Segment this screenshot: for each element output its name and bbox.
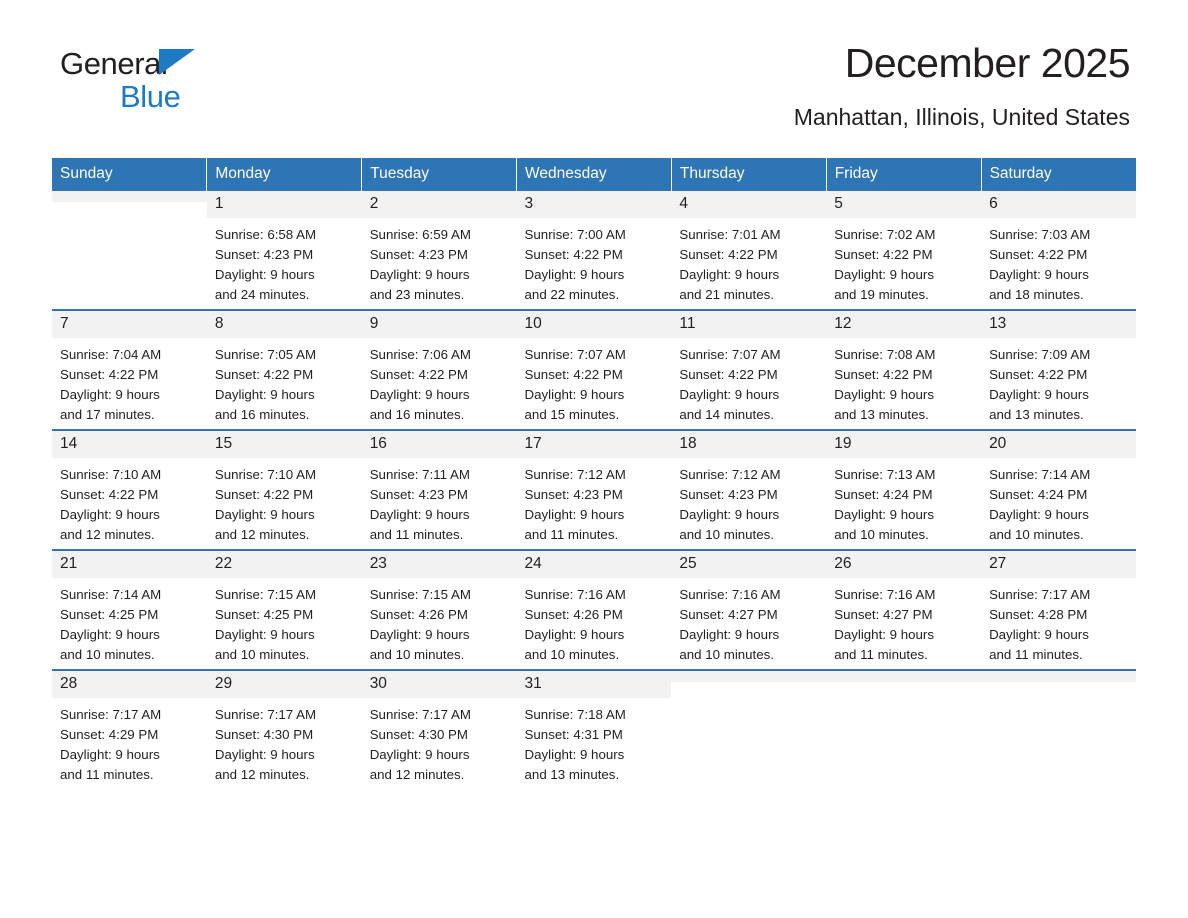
day-details — [671, 458, 826, 545]
day-cell-inner — [52, 671, 207, 789]
day-number: 11 — [671, 311, 826, 338]
day-details — [362, 698, 517, 785]
calendar-day-cell[interactable] — [671, 310, 826, 430]
day-detail-line: Sunset: 4:25 PM — [60, 607, 159, 623]
day-detail-line: Sunset: 4:27 PM — [679, 607, 778, 623]
day-number: 3 — [517, 191, 672, 218]
day-detail-line: Sunset: 4:30 PM — [369, 727, 468, 743]
day-detail-line: Sunset: 4:22 PM — [989, 367, 1088, 383]
day-detail-line: Daylight: 9 hours — [369, 267, 470, 283]
day-cell-inner — [517, 191, 672, 309]
day-detail-line: Daylight: 9 hours — [60, 627, 160, 643]
day-number: 6 — [981, 191, 1136, 218]
day-detail-line: Daylight: 9 hours — [989, 507, 1089, 523]
day-detail-line: and 19 minutes. — [834, 287, 929, 303]
calendar-empty-cell — [826, 670, 981, 789]
day-detail-line: Daylight: 9 hours — [214, 387, 315, 403]
day-details — [207, 578, 362, 665]
day-detail-line: Daylight: 9 hours — [989, 267, 1089, 283]
day-cell-inner — [207, 671, 362, 789]
calendar-day-cell[interactable] — [52, 310, 207, 430]
calendar-day-cell[interactable] — [517, 670, 672, 789]
calendar-week-row — [52, 191, 1136, 310]
day-detail-line: and 13 minutes. — [989, 407, 1084, 423]
day-detail-line: Daylight: 9 hours — [214, 747, 315, 763]
day-details — [207, 218, 362, 305]
day-number: 23 — [362, 551, 517, 578]
day-number: 10 — [517, 311, 672, 338]
day-number: 12 — [826, 311, 981, 338]
day-detail-line: Sunset: 4:22 PM — [60, 487, 159, 503]
day-detail-line: Sunset: 4:22 PM — [679, 247, 778, 263]
day-detail-line: Daylight: 9 hours — [524, 267, 625, 283]
calendar-day-cell[interactable] — [207, 430, 362, 550]
calendar-week-row — [52, 430, 1136, 550]
calendar-week-row — [52, 670, 1136, 789]
day-detail-line: Sunset: 4:23 PM — [369, 487, 468, 503]
day-detail-line: Sunset: 4:22 PM — [524, 247, 623, 263]
calendar-day-cell[interactable] — [981, 310, 1136, 430]
day-detail-line: Sunset: 4:30 PM — [214, 727, 314, 743]
day-detail-line: and 24 minutes. — [214, 287, 310, 303]
day-number: 16 — [362, 431, 517, 458]
day-details — [362, 458, 517, 545]
day-detail-line: Sunset: 4:26 PM — [369, 607, 468, 623]
day-number: 7 — [52, 311, 207, 338]
day-detail-line: Sunrise: 7:14 AM — [989, 467, 1091, 483]
day-detail-line: Sunrise: 7:04 AM — [60, 347, 162, 363]
day-cell-inner — [207, 311, 362, 429]
calendar-day-cell[interactable] — [362, 191, 517, 310]
day-detail-line: and 10 minutes. — [524, 647, 620, 663]
day-details — [826, 458, 981, 545]
calendar-day-cell[interactable] — [981, 191, 1136, 310]
day-cell-inner — [826, 671, 981, 789]
day-detail-line: Sunset: 4:22 PM — [214, 487, 314, 503]
day-cell-inner — [826, 551, 981, 669]
day-detail-line: and 12 minutes. — [60, 527, 155, 543]
day-cell-inner — [517, 671, 672, 789]
day-detail-line: and 22 minutes. — [524, 287, 620, 303]
calendar-day-cell[interactable] — [517, 550, 672, 670]
page-title: December 2025 — [844, 40, 1130, 86]
day-detail-line: Daylight: 9 hours — [679, 507, 780, 523]
day-detail-line: Sunset: 4:27 PM — [834, 607, 933, 623]
day-number: 25 — [671, 551, 826, 578]
day-detail-line: and 11 minutes. — [369, 527, 464, 543]
day-detail-line: Daylight: 9 hours — [524, 627, 625, 643]
day-number: 8 — [207, 311, 362, 338]
day-detail-line: Daylight: 9 hours — [214, 627, 315, 643]
day-detail-line: Daylight: 9 hours — [679, 387, 780, 403]
day-detail-line: Sunrise: 7:01 AM — [679, 227, 781, 243]
day-cell-inner — [52, 311, 207, 429]
day-detail-line: Sunset: 4:23 PM — [524, 487, 623, 503]
calendar-day-cell[interactable] — [671, 550, 826, 670]
day-detail-line: Sunrise: 7:11 AM — [369, 467, 470, 483]
day-number: 22 — [207, 551, 362, 578]
calendar-empty-cell — [671, 670, 826, 789]
day-detail-line: Daylight: 9 hours — [524, 387, 625, 403]
day-detail-line: Sunset: 4:23 PM — [679, 487, 778, 503]
day-details — [517, 338, 672, 425]
day-cell-inner — [362, 551, 517, 669]
calendar-day-cell[interactable] — [207, 310, 362, 430]
day-detail-line: Sunset: 4:26 PM — [524, 607, 623, 623]
day-detail-line: Sunset: 4:24 PM — [989, 487, 1088, 503]
day-details — [981, 338, 1136, 425]
calendar-day-cell[interactable] — [826, 191, 981, 310]
day-number: 27 — [981, 551, 1136, 578]
calendar-day-cell[interactable] — [517, 430, 672, 550]
day-detail-line: Daylight: 9 hours — [60, 747, 160, 763]
location-subtitle: Manhattan, Illinois, United States — [793, 104, 1130, 130]
day-detail-line: Daylight: 9 hours — [369, 507, 470, 523]
day-detail-line: and 12 minutes. — [369, 767, 465, 783]
day-detail-line: Sunset: 4:22 PM — [369, 367, 468, 383]
calendar-day-cell[interactable] — [826, 310, 981, 430]
day-detail-line: Sunrise: 7:13 AM — [834, 467, 936, 483]
day-detail-line: Sunrise: 7:18 AM — [524, 707, 626, 723]
weekday-header-friday: Friday — [826, 158, 981, 191]
day-details — [981, 218, 1136, 305]
day-cell-inner — [207, 551, 362, 669]
day-detail-line: Sunset: 4:22 PM — [679, 367, 778, 383]
calendar-day-cell[interactable] — [362, 430, 517, 550]
day-detail-line: Daylight: 9 hours — [214, 507, 315, 523]
day-detail-line: Sunset: 4:22 PM — [834, 367, 933, 383]
calendar-empty-cell — [981, 670, 1136, 789]
day-detail-line: Sunrise: 7:09 AM — [989, 347, 1091, 363]
day-detail-line: Sunset: 4:31 PM — [524, 727, 623, 743]
day-detail-line: and 13 minutes. — [524, 767, 620, 783]
day-details — [517, 458, 672, 545]
logo-text-general: General — [60, 46, 168, 81]
day-cell-inner — [671, 311, 826, 429]
day-detail-line: Sunrise: 7:16 AM — [679, 587, 781, 603]
day-details — [52, 458, 207, 545]
day-detail-line: Sunrise: 7:16 AM — [524, 587, 626, 603]
day-cell-inner — [52, 191, 207, 309]
day-detail-line: Daylight: 9 hours — [369, 747, 470, 763]
day-number — [52, 191, 207, 202]
calendar-day-cell[interactable] — [981, 550, 1136, 670]
day-cell-inner — [826, 431, 981, 549]
day-details — [52, 698, 207, 785]
calendar-day-cell[interactable] — [362, 550, 517, 670]
day-detail-line: Sunrise: 7:10 AM — [214, 467, 317, 483]
day-detail-line: Sunset: 4:22 PM — [834, 247, 933, 263]
day-number: 18 — [671, 431, 826, 458]
weekday-header-sunday: Sunday — [52, 158, 207, 191]
day-detail-line: Sunrise: 7:03 AM — [989, 227, 1091, 243]
day-number: 5 — [826, 191, 981, 218]
day-detail-line: and 21 minutes. — [679, 287, 774, 303]
day-cell-inner — [981, 551, 1136, 669]
calendar-day-cell[interactable] — [207, 191, 362, 310]
day-details — [362, 578, 517, 665]
day-detail-line: Daylight: 9 hours — [834, 507, 934, 523]
day-detail-line: Daylight: 9 hours — [989, 627, 1089, 643]
day-detail-line: and 23 minutes. — [369, 287, 465, 303]
day-detail-line: and 15 minutes. — [524, 407, 620, 423]
calendar-week-row — [52, 310, 1136, 430]
weekday-header-row — [52, 158, 1136, 191]
calendar-empty-cell — [52, 191, 207, 310]
logo-triangle-icon — [159, 49, 195, 75]
day-detail-line: Sunset: 4:22 PM — [214, 367, 314, 383]
day-detail-line: Sunset: 4:23 PM — [214, 247, 314, 263]
generalblue-logo[interactable] — [60, 48, 320, 112]
day-detail-line: Sunset: 4:22 PM — [989, 247, 1088, 263]
day-detail-line: Sunrise: 7:14 AM — [60, 587, 162, 603]
day-number: 4 — [671, 191, 826, 218]
day-detail-line: Daylight: 9 hours — [834, 267, 934, 283]
weekday-header-saturday: Saturday — [981, 158, 1136, 191]
weekday-header-monday: Monday — [207, 158, 362, 191]
day-cell-inner — [207, 431, 362, 549]
day-number: 2 — [362, 191, 517, 218]
calendar-day-cell[interactable] — [671, 191, 826, 310]
day-cell-inner — [981, 191, 1136, 309]
day-cell-inner — [517, 431, 672, 549]
day-detail-line: and 16 minutes. — [369, 407, 465, 423]
day-detail-line: and 10 minutes. — [679, 527, 774, 543]
day-number: 9 — [362, 311, 517, 338]
day-detail-line: and 17 minutes. — [60, 407, 155, 423]
calendar-day-cell[interactable] — [362, 670, 517, 789]
day-detail-line: Sunrise: 7:07 AM — [524, 347, 626, 363]
calendar-day-cell[interactable] — [52, 430, 207, 550]
day-number: 15 — [207, 431, 362, 458]
day-number — [981, 671, 1136, 682]
day-number: 26 — [826, 551, 981, 578]
calendar-week-row — [52, 550, 1136, 670]
calendar-day-cell[interactable] — [826, 550, 981, 670]
day-details — [52, 578, 207, 665]
day-detail-line: Daylight: 9 hours — [369, 627, 470, 643]
day-detail-line: Daylight: 9 hours — [60, 387, 160, 403]
day-detail-line: Sunset: 4:29 PM — [60, 727, 159, 743]
day-detail-line: and 16 minutes. — [214, 407, 310, 423]
day-detail-line: and 13 minutes. — [834, 407, 929, 423]
day-cell-inner — [517, 311, 672, 429]
day-detail-line: Daylight: 9 hours — [60, 507, 160, 523]
day-detail-line: Sunrise: 7:07 AM — [679, 347, 781, 363]
calendar-day-cell[interactable] — [207, 550, 362, 670]
day-cell-inner — [981, 431, 1136, 549]
day-detail-line: Daylight: 9 hours — [214, 267, 315, 283]
day-number: 13 — [981, 311, 1136, 338]
day-details — [517, 698, 672, 785]
day-detail-line: and 12 minutes. — [214, 767, 310, 783]
day-detail-line: Sunrise: 7:15 AM — [369, 587, 471, 603]
day-detail-line: Sunrise: 7:00 AM — [524, 227, 626, 243]
day-detail-line: Sunrise: 7:05 AM — [214, 347, 317, 363]
day-details — [671, 578, 826, 665]
calendar-day-cell[interactable] — [517, 310, 672, 430]
day-detail-line: Daylight: 9 hours — [834, 627, 934, 643]
weekday-header-thursday: Thursday — [671, 158, 826, 191]
day-details — [362, 338, 517, 425]
day-details — [207, 458, 362, 545]
day-cell-inner — [207, 191, 362, 309]
day-details — [981, 458, 1136, 545]
day-detail-line: Sunrise: 7:17 AM — [369, 707, 471, 723]
calendar-day-cell[interactable] — [671, 430, 826, 550]
day-detail-line: Sunset: 4:24 PM — [834, 487, 933, 503]
day-detail-line: and 18 minutes. — [989, 287, 1084, 303]
day-detail-line: Daylight: 9 hours — [989, 387, 1089, 403]
day-detail-line: Sunrise: 7:02 AM — [834, 227, 936, 243]
day-detail-line: Daylight: 9 hours — [369, 387, 470, 403]
calendar-day-cell[interactable] — [826, 430, 981, 550]
calendar-day-cell[interactable] — [52, 670, 207, 789]
day-cell-inner — [671, 551, 826, 669]
day-detail-line: and 12 minutes. — [214, 527, 310, 543]
day-details — [826, 338, 981, 425]
day-detail-line: and 14 minutes. — [679, 407, 774, 423]
sunrise-sunset-calendar — [52, 158, 1136, 789]
day-cell-inner — [671, 191, 826, 309]
day-details — [517, 578, 672, 665]
day-detail-line: and 11 minutes. — [524, 527, 619, 543]
day-number — [671, 671, 826, 682]
day-details — [981, 578, 1136, 665]
day-number: 29 — [207, 671, 362, 698]
day-number: 14 — [52, 431, 207, 458]
day-detail-line: Sunrise: 7:17 AM — [214, 707, 317, 723]
day-detail-line: Sunrise: 7:06 AM — [369, 347, 471, 363]
day-detail-line: Daylight: 9 hours — [679, 627, 780, 643]
day-number: 17 — [517, 431, 672, 458]
day-cell-inner — [362, 431, 517, 549]
day-number: 20 — [981, 431, 1136, 458]
calendar-day-cell[interactable] — [52, 550, 207, 670]
day-cell-inner — [517, 551, 672, 669]
day-detail-line: and 11 minutes. — [834, 647, 928, 663]
page-header — [52, 0, 1136, 130]
day-detail-line: Sunset: 4:28 PM — [989, 607, 1088, 623]
day-detail-line: Sunrise: 7:10 AM — [60, 467, 162, 483]
day-detail-line: and 10 minutes. — [679, 647, 774, 663]
day-details — [207, 338, 362, 425]
day-number — [826, 671, 981, 682]
day-details — [52, 338, 207, 425]
day-detail-line: Daylight: 9 hours — [679, 267, 780, 283]
day-details — [207, 698, 362, 785]
day-detail-line: Daylight: 9 hours — [524, 507, 625, 523]
day-details — [826, 218, 981, 305]
day-detail-line: and 10 minutes. — [834, 527, 929, 543]
day-details — [362, 218, 517, 305]
day-cell-inner — [671, 671, 826, 789]
day-detail-line: Daylight: 9 hours — [524, 747, 625, 763]
day-number: 24 — [517, 551, 672, 578]
day-detail-line: Sunrise: 7:08 AM — [834, 347, 936, 363]
day-cell-inner — [362, 191, 517, 309]
weekday-header-tuesday: Tuesday — [362, 158, 517, 191]
day-detail-line: Sunrise: 7:12 AM — [679, 467, 781, 483]
day-detail-line: and 10 minutes. — [989, 527, 1084, 543]
day-number: 21 — [52, 551, 207, 578]
day-details — [671, 218, 826, 305]
day-detail-line: Sunset: 4:22 PM — [60, 367, 159, 383]
day-detail-line: Sunrise: 6:58 AM — [214, 227, 317, 243]
day-cell-inner — [981, 311, 1136, 429]
day-cell-inner — [52, 551, 207, 669]
day-detail-line: Sunrise: 7:17 AM — [989, 587, 1091, 603]
day-cell-inner — [362, 671, 517, 789]
day-cell-inner — [52, 431, 207, 549]
day-detail-line: and 10 minutes. — [214, 647, 310, 663]
day-number: 28 — [52, 671, 207, 698]
day-detail-line: Sunset: 4:25 PM — [214, 607, 314, 623]
calendar-day-cell[interactable] — [517, 191, 672, 310]
day-cell-inner — [826, 311, 981, 429]
day-detail-line: Daylight: 9 hours — [834, 387, 934, 403]
day-detail-line: Sunrise: 7:17 AM — [60, 707, 162, 723]
day-number: 31 — [517, 671, 672, 698]
day-number: 19 — [826, 431, 981, 458]
day-cell-inner — [671, 431, 826, 549]
day-detail-line: Sunrise: 6:59 AM — [369, 227, 471, 243]
day-details — [826, 578, 981, 665]
day-detail-line: and 11 minutes. — [989, 647, 1083, 663]
day-detail-line: Sunset: 4:22 PM — [524, 367, 623, 383]
day-number: 1 — [207, 191, 362, 218]
calendar-day-cell[interactable] — [362, 310, 517, 430]
day-details — [517, 218, 672, 305]
day-details — [671, 338, 826, 425]
weekday-header-wednesday: Wednesday — [517, 158, 672, 191]
logo-text-blue: Blue — [120, 79, 181, 114]
day-detail-line: Sunset: 4:23 PM — [369, 247, 468, 263]
day-cell-inner — [826, 191, 981, 309]
day-detail-line: and 11 minutes. — [60, 767, 154, 783]
calendar-day-cell[interactable] — [207, 670, 362, 789]
day-detail-line: and 10 minutes. — [369, 647, 465, 663]
calendar-day-cell[interactable] — [981, 430, 1136, 550]
day-detail-line: and 10 minutes. — [60, 647, 155, 663]
day-number: 30 — [362, 671, 517, 698]
day-detail-line: Sunrise: 7:16 AM — [834, 587, 936, 603]
day-detail-line: Sunrise: 7:12 AM — [524, 467, 626, 483]
day-detail-line: Sunrise: 7:15 AM — [214, 587, 317, 603]
day-cell-inner — [362, 311, 517, 429]
day-cell-inner — [981, 671, 1136, 789]
